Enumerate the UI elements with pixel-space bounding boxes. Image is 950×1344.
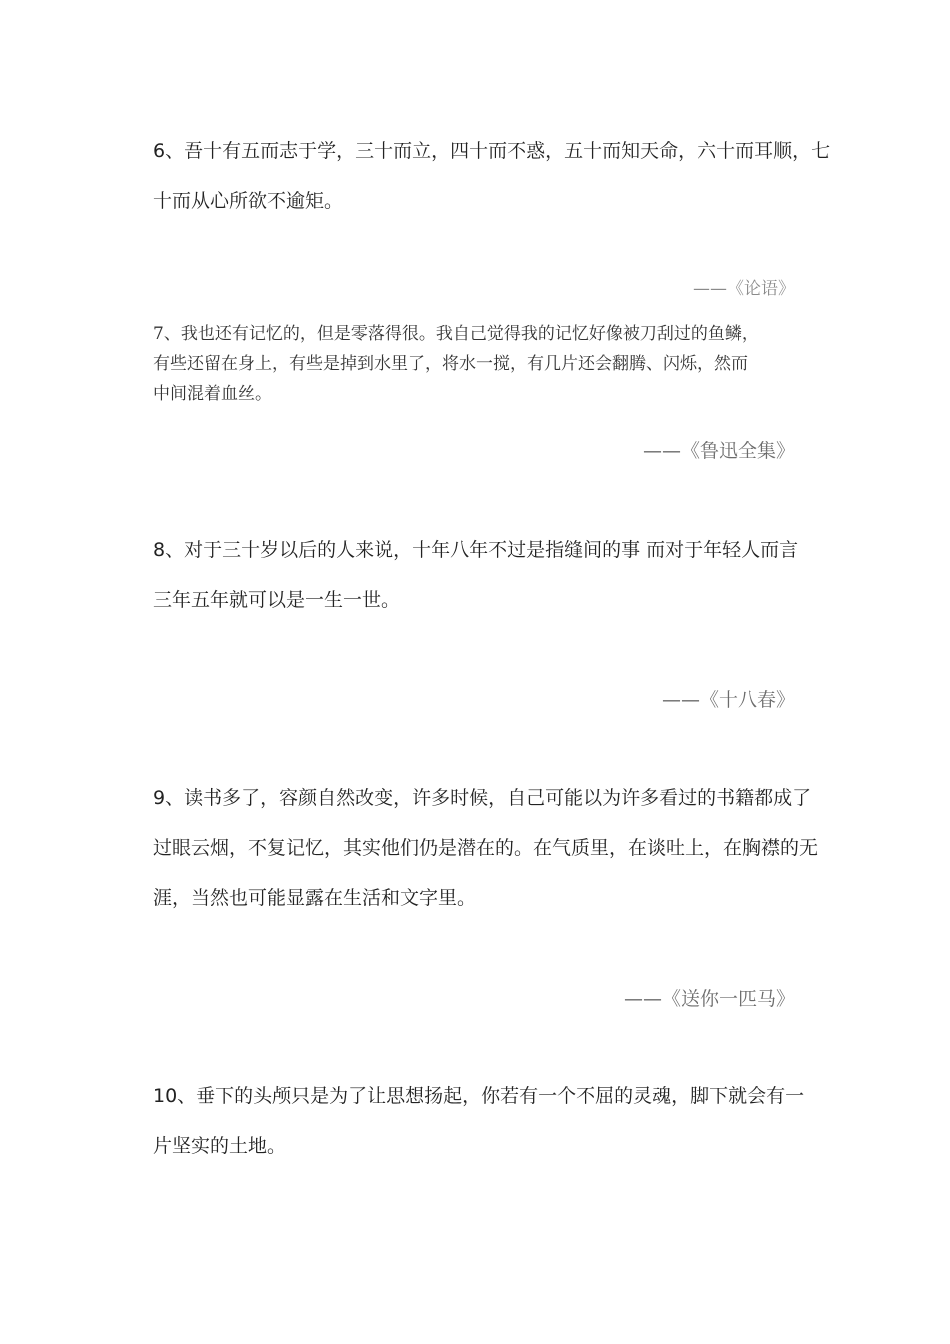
quote-line: 10、垂下的头颅只是为了让思想扬起，你若有一个不屈的灵魂，脚下就会有一 [153, 1085, 805, 1107]
quote-line: 6、吾十有五而志于学，三十而立，四十而不惑，五十而知天命，六十而耳顺，七 [153, 140, 831, 162]
quote-6 [153, 126, 831, 226]
quote-line: 涯，当然也可能显露在生活和文字里。 [153, 887, 477, 909]
quote-source: ——《十八春》 [661, 689, 795, 711]
quote-source: ——《论语》 [693, 279, 795, 299]
quote-9 [153, 773, 819, 923]
quote-10 [153, 1071, 803, 1171]
quote-line: 三年五年就可以是一生一世。 [153, 589, 401, 611]
quote-source: ——《鲁迅全集》 [642, 440, 795, 462]
quote-8 [153, 525, 803, 625]
quote-line: 有些还留在身上，有些是掉到水里了，将水一搅，有几片还会翻腾、闪烁，然而 [153, 354, 748, 374]
quote-line: 中间混着血丝。 [153, 384, 272, 404]
quote-7 [153, 319, 803, 409]
quote-line: 十而从心所欲不逾矩。 [153, 190, 344, 212]
quote-line: 8、对于三十岁以后的人来说，十年八年不过是指缝间的事 而对于年轻人而言 [153, 539, 799, 561]
quote-line: 9、读书多了，容颜自然改变，许多时候，自己可能以为许多看过的书籍都成了 [153, 787, 812, 809]
quote-line: 7、我也还有记忆的，但是零落得很。我自己觉得我的记忆好像被刀刮过的鱼鳞， [153, 324, 759, 344]
quote-line: 片坚实的土地。 [153, 1135, 287, 1157]
quote-source: ——《送你一匹马》 [623, 988, 795, 1010]
quote-line: 过眼云烟，不复记忆，其实他们仍是潜在的。在气质里，在谈吐上，在胸襟的无 [153, 837, 819, 859]
